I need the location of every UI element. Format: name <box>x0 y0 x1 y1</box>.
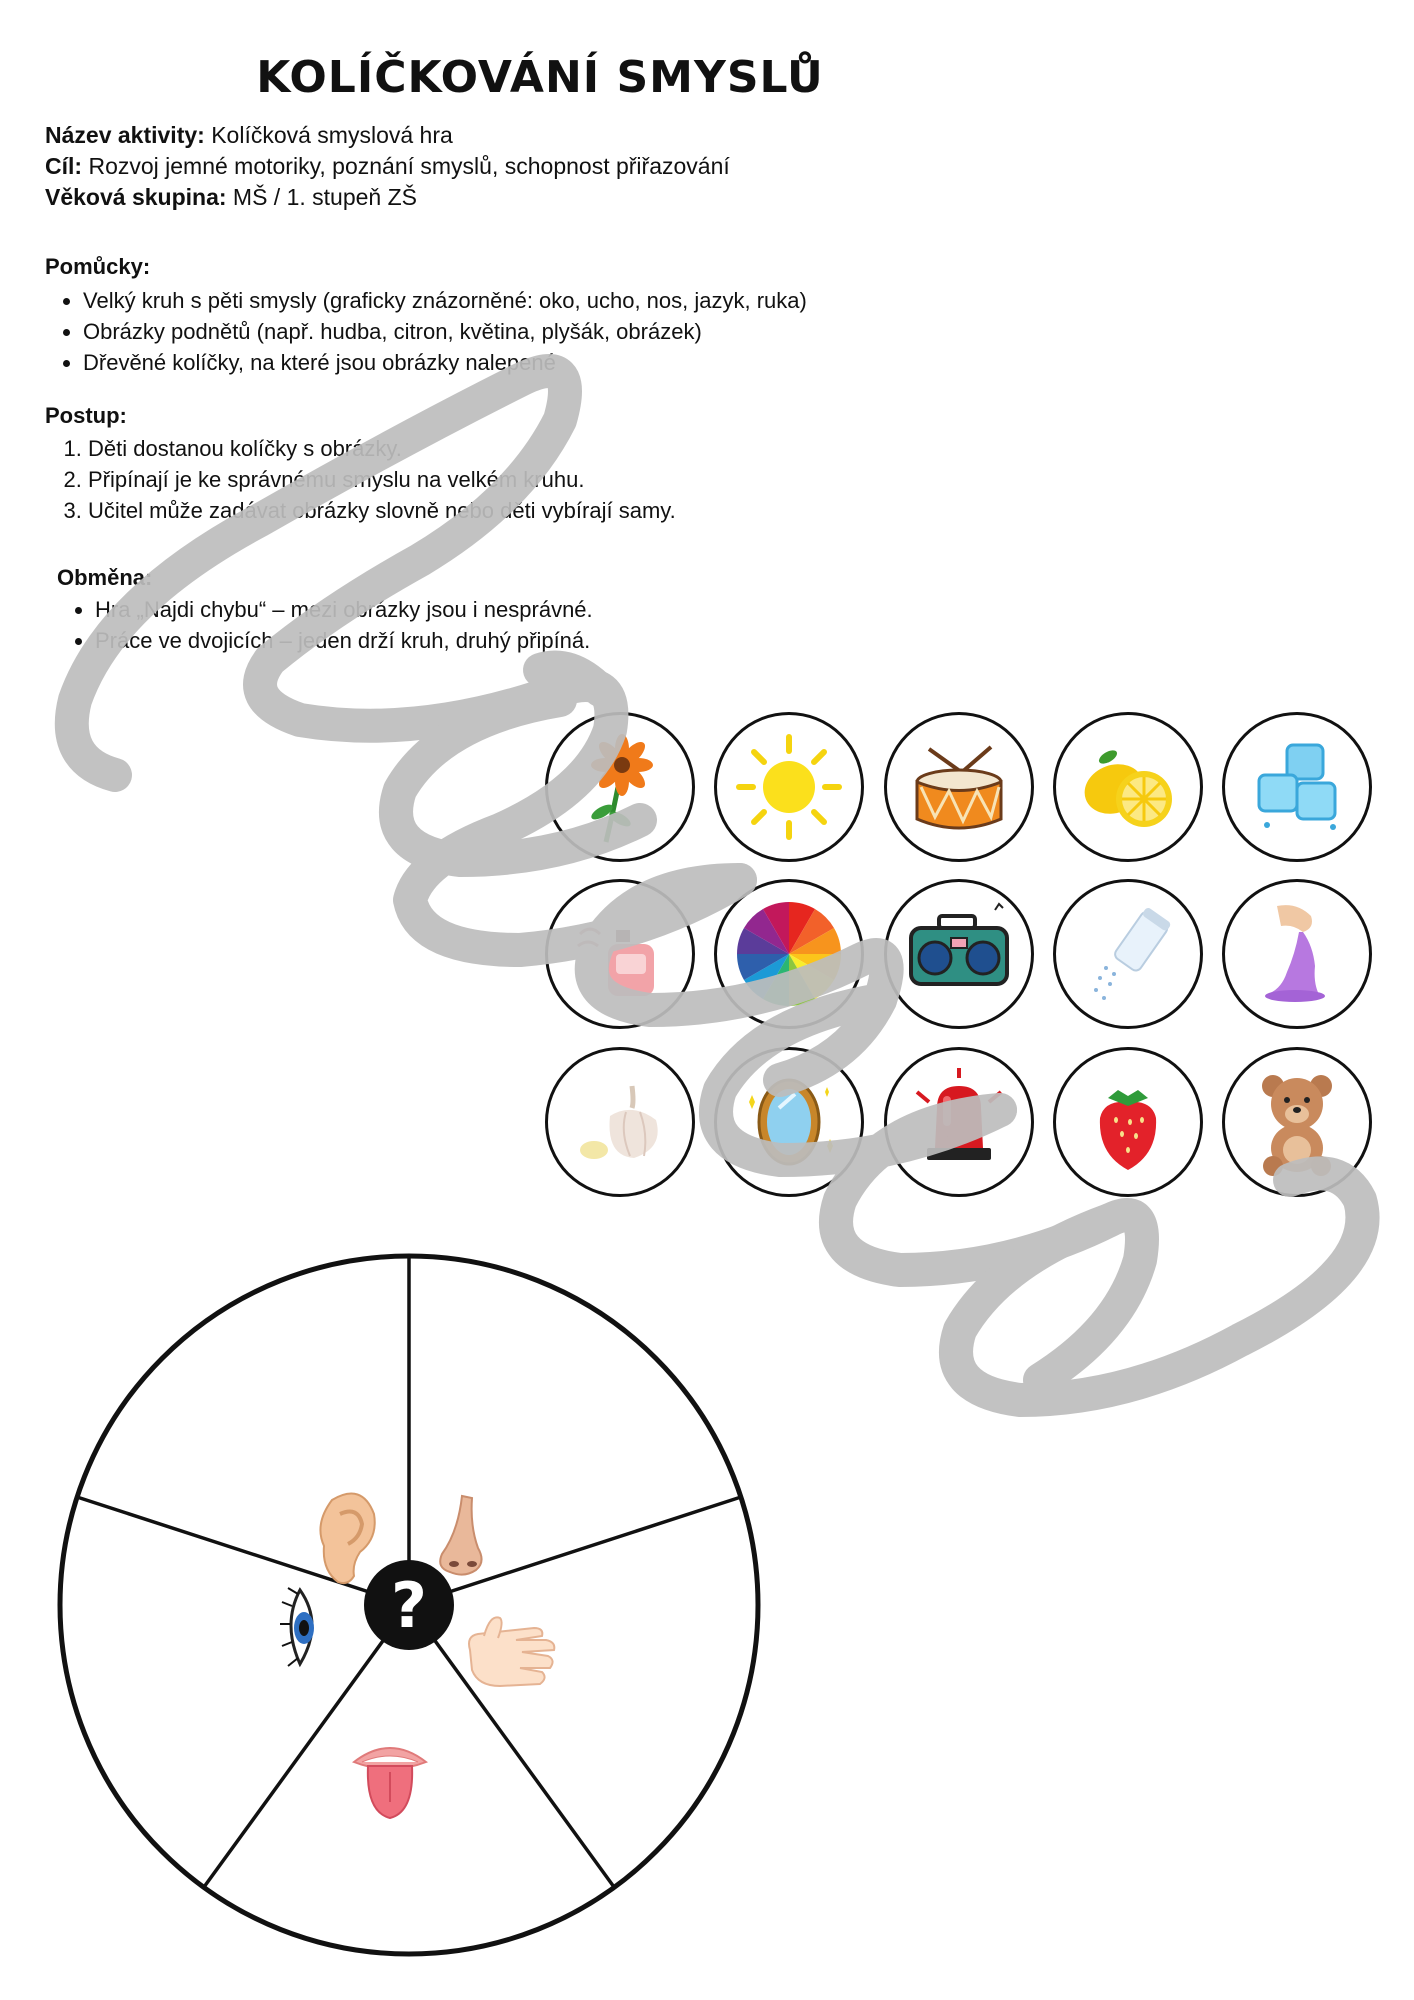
salt-icon <box>1068 894 1188 1014</box>
list-item: 1. Děti dostanou kolíčky s obrázky. <box>88 433 676 464</box>
teddy-bear-card <box>1222 1047 1372 1197</box>
tools-heading: Pomůcky: <box>45 254 151 279</box>
slime-icon <box>1237 894 1357 1014</box>
list-item: • Obrázky podnětů (např. hudba, citron, květina, plyšák, obrázek) <box>83 316 807 347</box>
activity-name-row: Název aktivity: Kolíčková smyslová hra <box>45 122 453 148</box>
variation-list <box>57 594 593 656</box>
activity-meta <box>45 120 730 213</box>
senses-wheel <box>54 1250 764 1960</box>
perfume-icon <box>560 894 680 1014</box>
activity-goal-row: Cíl: Rozvoj jemné motoriky, poznání smyslů, schopnost přiřazování <box>45 153 730 179</box>
mirror-card <box>714 1047 864 1197</box>
siren-card <box>884 1047 1034 1197</box>
radio-card <box>884 879 1034 1029</box>
slime-card <box>1222 879 1372 1029</box>
teddy-bear-icon <box>1237 1062 1357 1182</box>
ice-card <box>1222 712 1372 862</box>
tools-list <box>45 285 807 378</box>
garlic-icon <box>560 1062 680 1182</box>
list-item: • Hra „Najdi chybu“ – mezi obrázky jsou i nesprávné. <box>95 594 593 625</box>
procedure-heading: Postup: <box>45 403 127 428</box>
color-wheel-icon <box>729 894 849 1014</box>
list-item: 3. Učitel může zadávat obrázky slovně nebo děti vybírají samy. <box>88 495 676 526</box>
flower-icon <box>560 727 680 847</box>
drum-card <box>884 712 1034 862</box>
perfume-card <box>545 879 695 1029</box>
color-wheel-card <box>714 879 864 1029</box>
mirror-icon <box>729 1062 849 1182</box>
variation-heading: Obměna: <box>57 565 153 590</box>
flower-card <box>545 712 695 862</box>
sun-card <box>714 712 864 862</box>
drum-icon <box>899 727 1019 847</box>
radio-icon <box>899 894 1019 1014</box>
lemon-card <box>1053 712 1203 862</box>
page-title: KOLÍČKOVÁNÍ SMYSLŮ <box>256 52 824 103</box>
question-center <box>364 1560 454 1650</box>
sun-icon <box>729 727 849 847</box>
list-item: • Dřevěné kolíčky, na které jsou obrázky nalepené <box>83 347 807 378</box>
list-item: • Velký kruh s pěti smysly (graficky znázorněné: oko, ucho, nos, jazyk, ruka) <box>83 285 807 316</box>
siren-icon <box>899 1062 1019 1182</box>
garlic-card <box>545 1047 695 1197</box>
list-item: • Práce ve dvojicích – jeden drží kruh, druhý připíná. <box>95 625 593 656</box>
activity-age-row: Věková skupina: MŠ / 1. stupeň ZŠ <box>45 184 418 210</box>
lemon-icon <box>1068 727 1188 847</box>
strawberry-icon <box>1068 1062 1188 1182</box>
strawberry-card <box>1053 1047 1203 1197</box>
salt-card <box>1053 879 1203 1029</box>
list-item: 2. Připínají je ke správnému smyslu na velkém kruhu. <box>88 464 676 495</box>
center-symbol: ? <box>391 1569 427 1642</box>
ice-icon <box>1237 727 1357 847</box>
procedure-list <box>45 433 676 526</box>
